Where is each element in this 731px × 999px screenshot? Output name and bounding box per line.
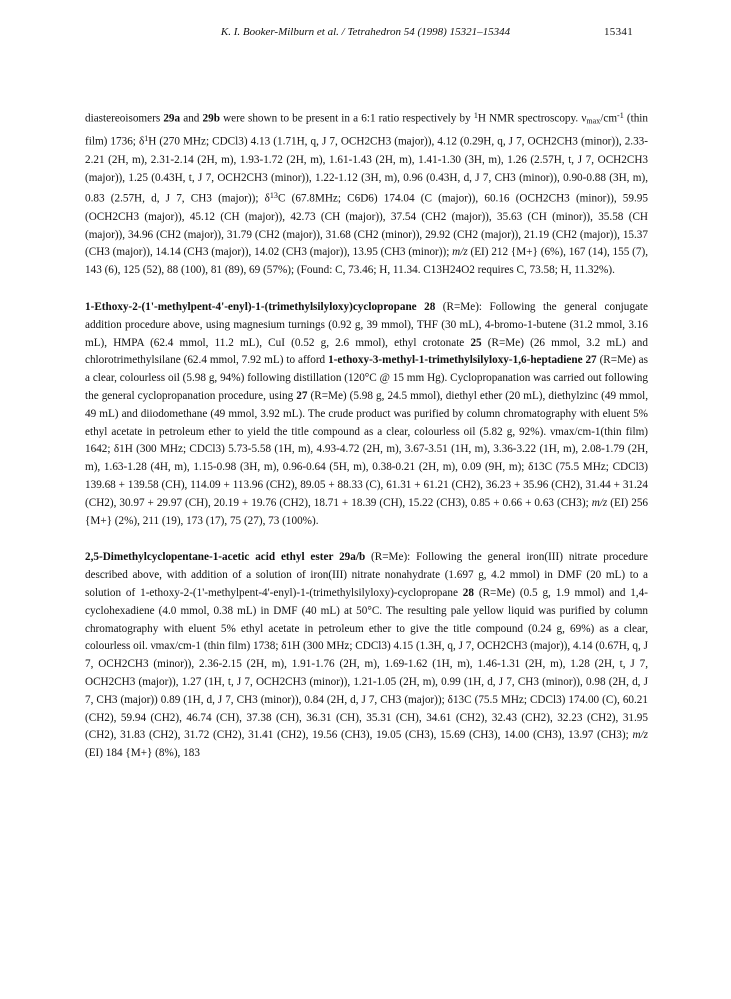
text-run: (R=Me): Following the general conjugate addition procedure above, using magnesium turnings (0.92 g, 39 mmol), THF (30 mL), 4-bromo-1-butene (31.2 mmol, 3.16 mL), HMPA (62.4 mmol, 11.2 mL), CuI (0.52 g, 2.6 mmol), ethyl crotonate [85, 301, 649, 349]
text-run: (EI) 184 {M+} (8%), 183 [85, 747, 200, 760]
paragraph-compound-29ab [85, 549, 648, 763]
text-run: (thin film) 1736; δ [85, 112, 649, 149]
compound-28-title: 1-Ethoxy-2-(1'-methylpent-4'-enyl)-1-(trimethylsilyloxy)cyclopropane 28 [85, 301, 436, 314]
compound-ref-28: 28 [462, 587, 474, 600]
paragraph-29-characterization [85, 107, 648, 280]
running-header [0, 26, 731, 44]
page-number: 15341 [604, 26, 633, 38]
article-body [85, 107, 648, 782]
compound-ref-27: 27 [296, 390, 308, 403]
compound-ref-29b: 29b [202, 112, 220, 125]
text-run: (R=Me) as a clear, colourless oil (5.98 g, 94%) following distillation (120°C @ 15 mm Hg). Cyclopropanation was carried out following the general cyclopropanation procedure, using [85, 354, 648, 403]
journal-citation-header: K. I. Booker-Milburn et al. / Tetrahedron 54 (1998) 15321–15344 [220, 26, 511, 38]
compound-ref-29a: 29a [163, 112, 181, 125]
text-run: (EI) 256 {M+} (2%), 211 (19), 173 (17), 75 (27), 73 (100%). [85, 496, 649, 527]
superscript: 1 [473, 111, 478, 120]
compound-ref-25: 25 [470, 336, 482, 349]
text-run: and [180, 112, 203, 125]
compound-29ab-title: 2,5-Dimethylcyclopentane-1-acetic acid ethyl ester 29a/b [85, 551, 366, 564]
mz-label: m/z [591, 496, 608, 509]
subscript: max [586, 116, 601, 126]
mz-label: m/z [632, 729, 648, 742]
paragraph-compound-28 [85, 299, 648, 530]
text-run: (R=Me) (5.98 g, 24.5 mmol), diethyl ether (20 mL), diethylzinc (49 mmol, 49 mL) and diiodomethane (49 mmol, 3.92 mL). The crude product was purified by column chromatography with eluent 5% ethyl acetate in petroleum ether to yield the title compound as a clear, colourless oil (5.82 g, 92%). νmax/cm-1(thin film) 1642; δ1H (300 MHz; CDCl3) 5.73-5.58 (1H, m), 4.93-4.72 (2H, m), 3.67-3.51 (1H, m), 3.36-3.22 (1H, m), 2.08-1.79 (2H, m), 1.63-1.28 (4H, m), 1.15-0.98 (3H, m), 0.96-0.64 (5H, m), 0.38-0.21 (2H, m), 0.09 (9H, m); δ13C (75.5 MHz; CDCl3) 139.68 + 139.58 (CH), 114.09 + 113.96 (CH2), 89.05 + 88.33 (C), 61.31 + 61.21 (CH2), 36.23 + 35.96 (CH2), 31.44 + 31.24 (CH2), 30.97 + 29.97 (CH), 20.19 + 19.76 (CH2), 18.71 + 18.39 (CH), 15.22 (CH3), 0.85 + 0.66 + 0.63 (CH3); [85, 390, 648, 509]
text-run: (EI) 212 {M+} (6%), 167 (14), 155 (7), 143 (6), 125 (52), 88 (100), 81 (89), 69 (57%); (Found: C, 73.46; H, 11.34. C13H24O2 requires C, 73.58; H, 11.32%). [85, 246, 648, 277]
text-run: (R=Me) (26 mmol, 3.2 mL) and chlorotrimethylsilane (62.4 mmol, 7.92 mL) to afford [85, 336, 648, 367]
text-run: diastereoisomers [85, 112, 164, 125]
compound-27-name: 1-ethoxy-3-methyl-1-trimethylsilyloxy-1,6-heptadiene 27 [328, 354, 597, 367]
superscript: 1 [144, 134, 149, 144]
text-run: (R=Me) (0.5 g, 1.9 mmol) and 1,4-cyclohexadiene (4.0 mmol, 0.38 mL) in DMF (40 mL) at 50°C. The resulting pale yellow liquid was purified by column chromatography with eluent 5% ethyl acetate in petroleum ether to give the title compound (0.24 g, 69%) as a clear, colourless oil. νmax/cm-1 (thin film) 1738; δ1H (300 MHz; CDCl3) 4.15 (1.3H, q, J 7, OCH2CH3 (major)), 4.14 (0.67H, q, J 7, OCH2CH3 (minor)), 2.36-2.15 (2H, m), 1.91-1.76 (2H, m), 1.69-1.62 (1H, m), 1.46-1.31 (2H, m), 1.28 (2H, t, J 7, OCH2CH3 (major)), 1.27 (1H, t, J 7, OCH2CH3 (minor)), 1.21-1.05 (2H, m), 0.99 (1H, d, J 7, CH3 (minor)), 0.98 (2H, d, J 7, CH3 (major)) 0.89 (1H, d, J 7, CH3 (minor)), 0.84 (2H, d, J 7, CH3 (major)); δ13C (75.5 MHz; CDCl3) 174.00 (C), 60.21 (CH2), 59.94 (CH2), 46.74 (CH), 37.38 (CH), 36.31 (CH), 35.31 (CH), 34.61 (CH2), 32.43 (CH2), 32.23 (CH2), 31.95 (CH2), 31.83 (CH2), 31.72 (CH2), 31.41 (CH2), 19.56 (CH3), 19.05 (CH3), 15.69 (CH3), 14.00 (CH3), 13.97 (CH3); [85, 587, 648, 742]
text-run: were shown to be present in a 6:1 ratio respectively by [219, 112, 474, 125]
text-run: H (270 MHz; CDCl3) 4.13 (1.71H, q, J 7, OCH2CH3 (major)), 4.12 (0.29H, q, J 7, OCH2CH3 (minor)), 2.33-2.21 (2H, m), 2.31-2.14 (2H, m), 1.93-1.72 (2H, m), 1.61-1.43 (2H, m), 1.41-1.30 (3H, m), 1.26 (2.57H, t, J 7, OCH2CH3 (major)), 1.25 (0.43H, t, J 7, OCH2CH3 (minor)), 1.22-1.12 (3H, m), 0.96 (0.43H, d, J 7, CH3 (minor)), 0.90-0.88 (3H, m), 0.83 (2.57H, d, J 7, CH3 (major)); δ [85, 136, 649, 206]
text-run: (R=Me): Following the general iron(III) nitrate procedure described above, with addition of a solution of iron(III) nitrate nonahydrate (1.697 g, 4.2 mmol) in DMF (20 mL) to a solution of 1-ethoxy-2-(1'-methylpent-4'-enyl)-1-(trimethylsilyloxy)-cyclopropane [85, 551, 648, 600]
text-run: C (67.8MHz; C6D6) 174.04 (C (major)), 60.16 (OCH2CH3 (minor)), 59.95 (OCH2CH3 (major)), 45.12 (CH (major)), 42.73 (CH (major)), 37.54 (CH2 (major)), 35.63 (CH (minor)), 35.58 (CH (major)), 34.96 (CH2 (major)), 31.79 (CH2 (major)), 31.68 (CH2 (minor)), 29.92 (CH2 (major)), 21.19 (CH2 (major)), 15.37 (CH3 (major)), 14.14 (CH3 (major)), 14.02 (CH3 (major)), 13.95 (CH3 (minor)); [85, 193, 648, 259]
mz-label: m/z [452, 246, 468, 259]
superscript: 13 [269, 191, 278, 201]
superscript: -1 [617, 111, 624, 120]
text-run: H NMR spectroscopy. ν [477, 112, 587, 125]
text-run: /cm [600, 112, 618, 125]
